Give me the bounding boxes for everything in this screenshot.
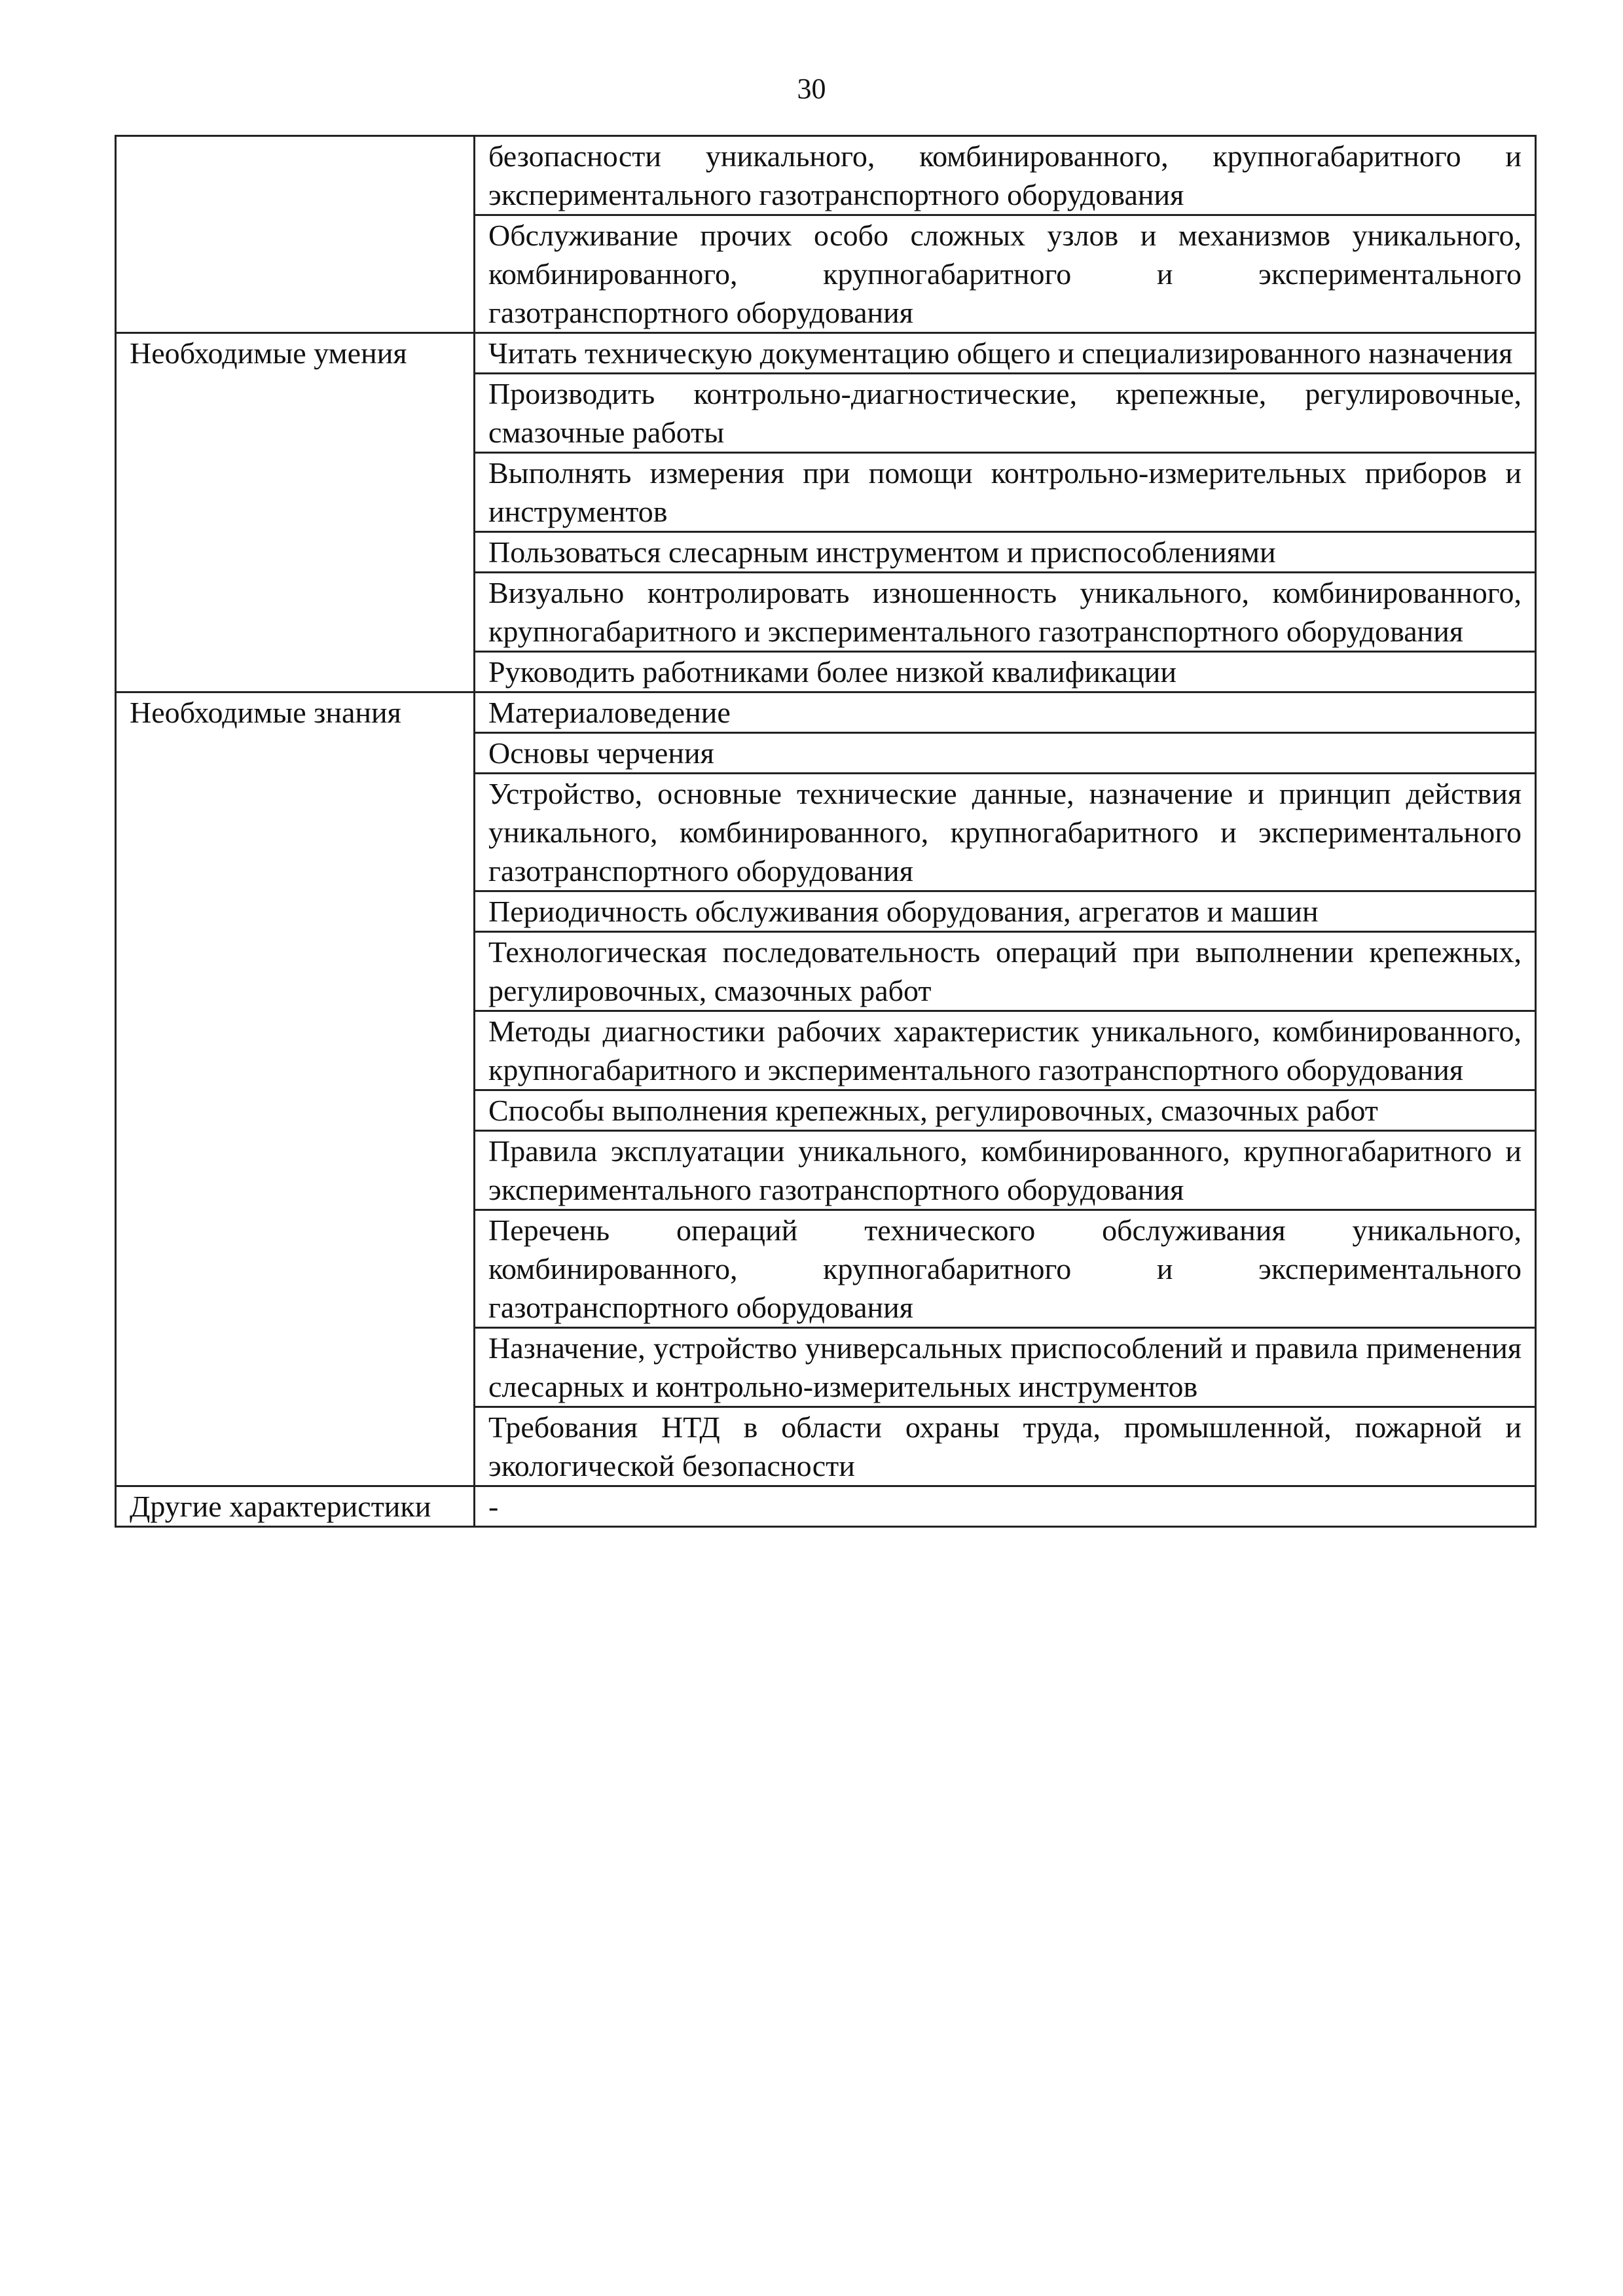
table-cell: Назначение, устройство универсальных приспособлений и правила применения слесарных и контрольно-измерительных инструментов <box>475 1328 1536 1407</box>
table-cell: Основы черчения <box>475 733 1536 774</box>
section-label-knowledge: Необходимые знания <box>116 692 475 1486</box>
table-row <box>116 1486 1536 1527</box>
table-cell: Методы диагностики рабочих характеристик уникального, комбинированного, крупногабаритного и экспериментального газотранспортного оборудования <box>475 1011 1536 1090</box>
table-cell: Читать техническую документацию общего и специализированного назначения <box>475 333 1536 374</box>
table-cell: Выполнять измерения при помощи контрольно-измерительных приборов и инструментов <box>475 453 1536 532</box>
table-cell: Периодичность обслуживания оборудования, агрегатов и машин <box>475 891 1536 932</box>
section-label-skills: Необходимые умения <box>116 333 475 692</box>
table-cell: Технологическая последовательность операций при выполнении крепежных, регулировочных, смазочных работ <box>475 932 1536 1011</box>
table-row <box>116 333 1536 374</box>
table-cell: Материаловедение <box>475 692 1536 733</box>
table-cell: - <box>475 1486 1536 1527</box>
table-cell: Перечень операций технического обслуживания уникального, комбинированного, крупногабаритного и экспериментального газотранспортного оборудования <box>475 1210 1536 1328</box>
table-row <box>116 692 1536 733</box>
table-cell: Способы выполнения крепежных, регулировочных, смазочных работ <box>475 1090 1536 1131</box>
table-cell: Устройство, основные технические данные, назначение и принцип действия уникального, комбинированного, крупногабаритного и экспериментального газотранспортного оборудования <box>475 774 1536 891</box>
table-row <box>116 136 1536 215</box>
table-cell: Пользоваться слесарным инструментом и приспособлениями <box>475 532 1536 573</box>
table-cell: Правила эксплуатации уникального, комбинированного, крупногабаритного и экспериментального газотранспортного оборудования <box>475 1131 1536 1210</box>
page-number: 30 <box>797 73 826 105</box>
table-cell: Руководить работниками более низкой квалификации <box>475 652 1536 692</box>
table-cell: Обслуживание прочих особо сложных узлов и механизмов уникального, комбинированного, крупногабаритного и экспериментального газотранспортного оборудования <box>475 215 1536 333</box>
table-cell: безопасности уникального, комбинированного, крупногабаритного и экспериментального газотранспортного оборудования <box>475 136 1536 215</box>
table-cell: Производить контрольно-диагностические, крепежные, регулировочные, смазочные работы <box>475 374 1536 453</box>
section-label-cell <box>116 136 475 333</box>
table-cell: Требования НТД в области охраны труда, промышленной, пожарной и экологической безопасности <box>475 1407 1536 1486</box>
table-cell: Визуально контролировать изношенность уникального, комбинированного, крупногабаритного и экспериментального газотранспортного оборудования <box>475 573 1536 652</box>
section-label-other: Другие характеристики <box>116 1486 475 1527</box>
characteristics-table <box>115 135 1537 1528</box>
